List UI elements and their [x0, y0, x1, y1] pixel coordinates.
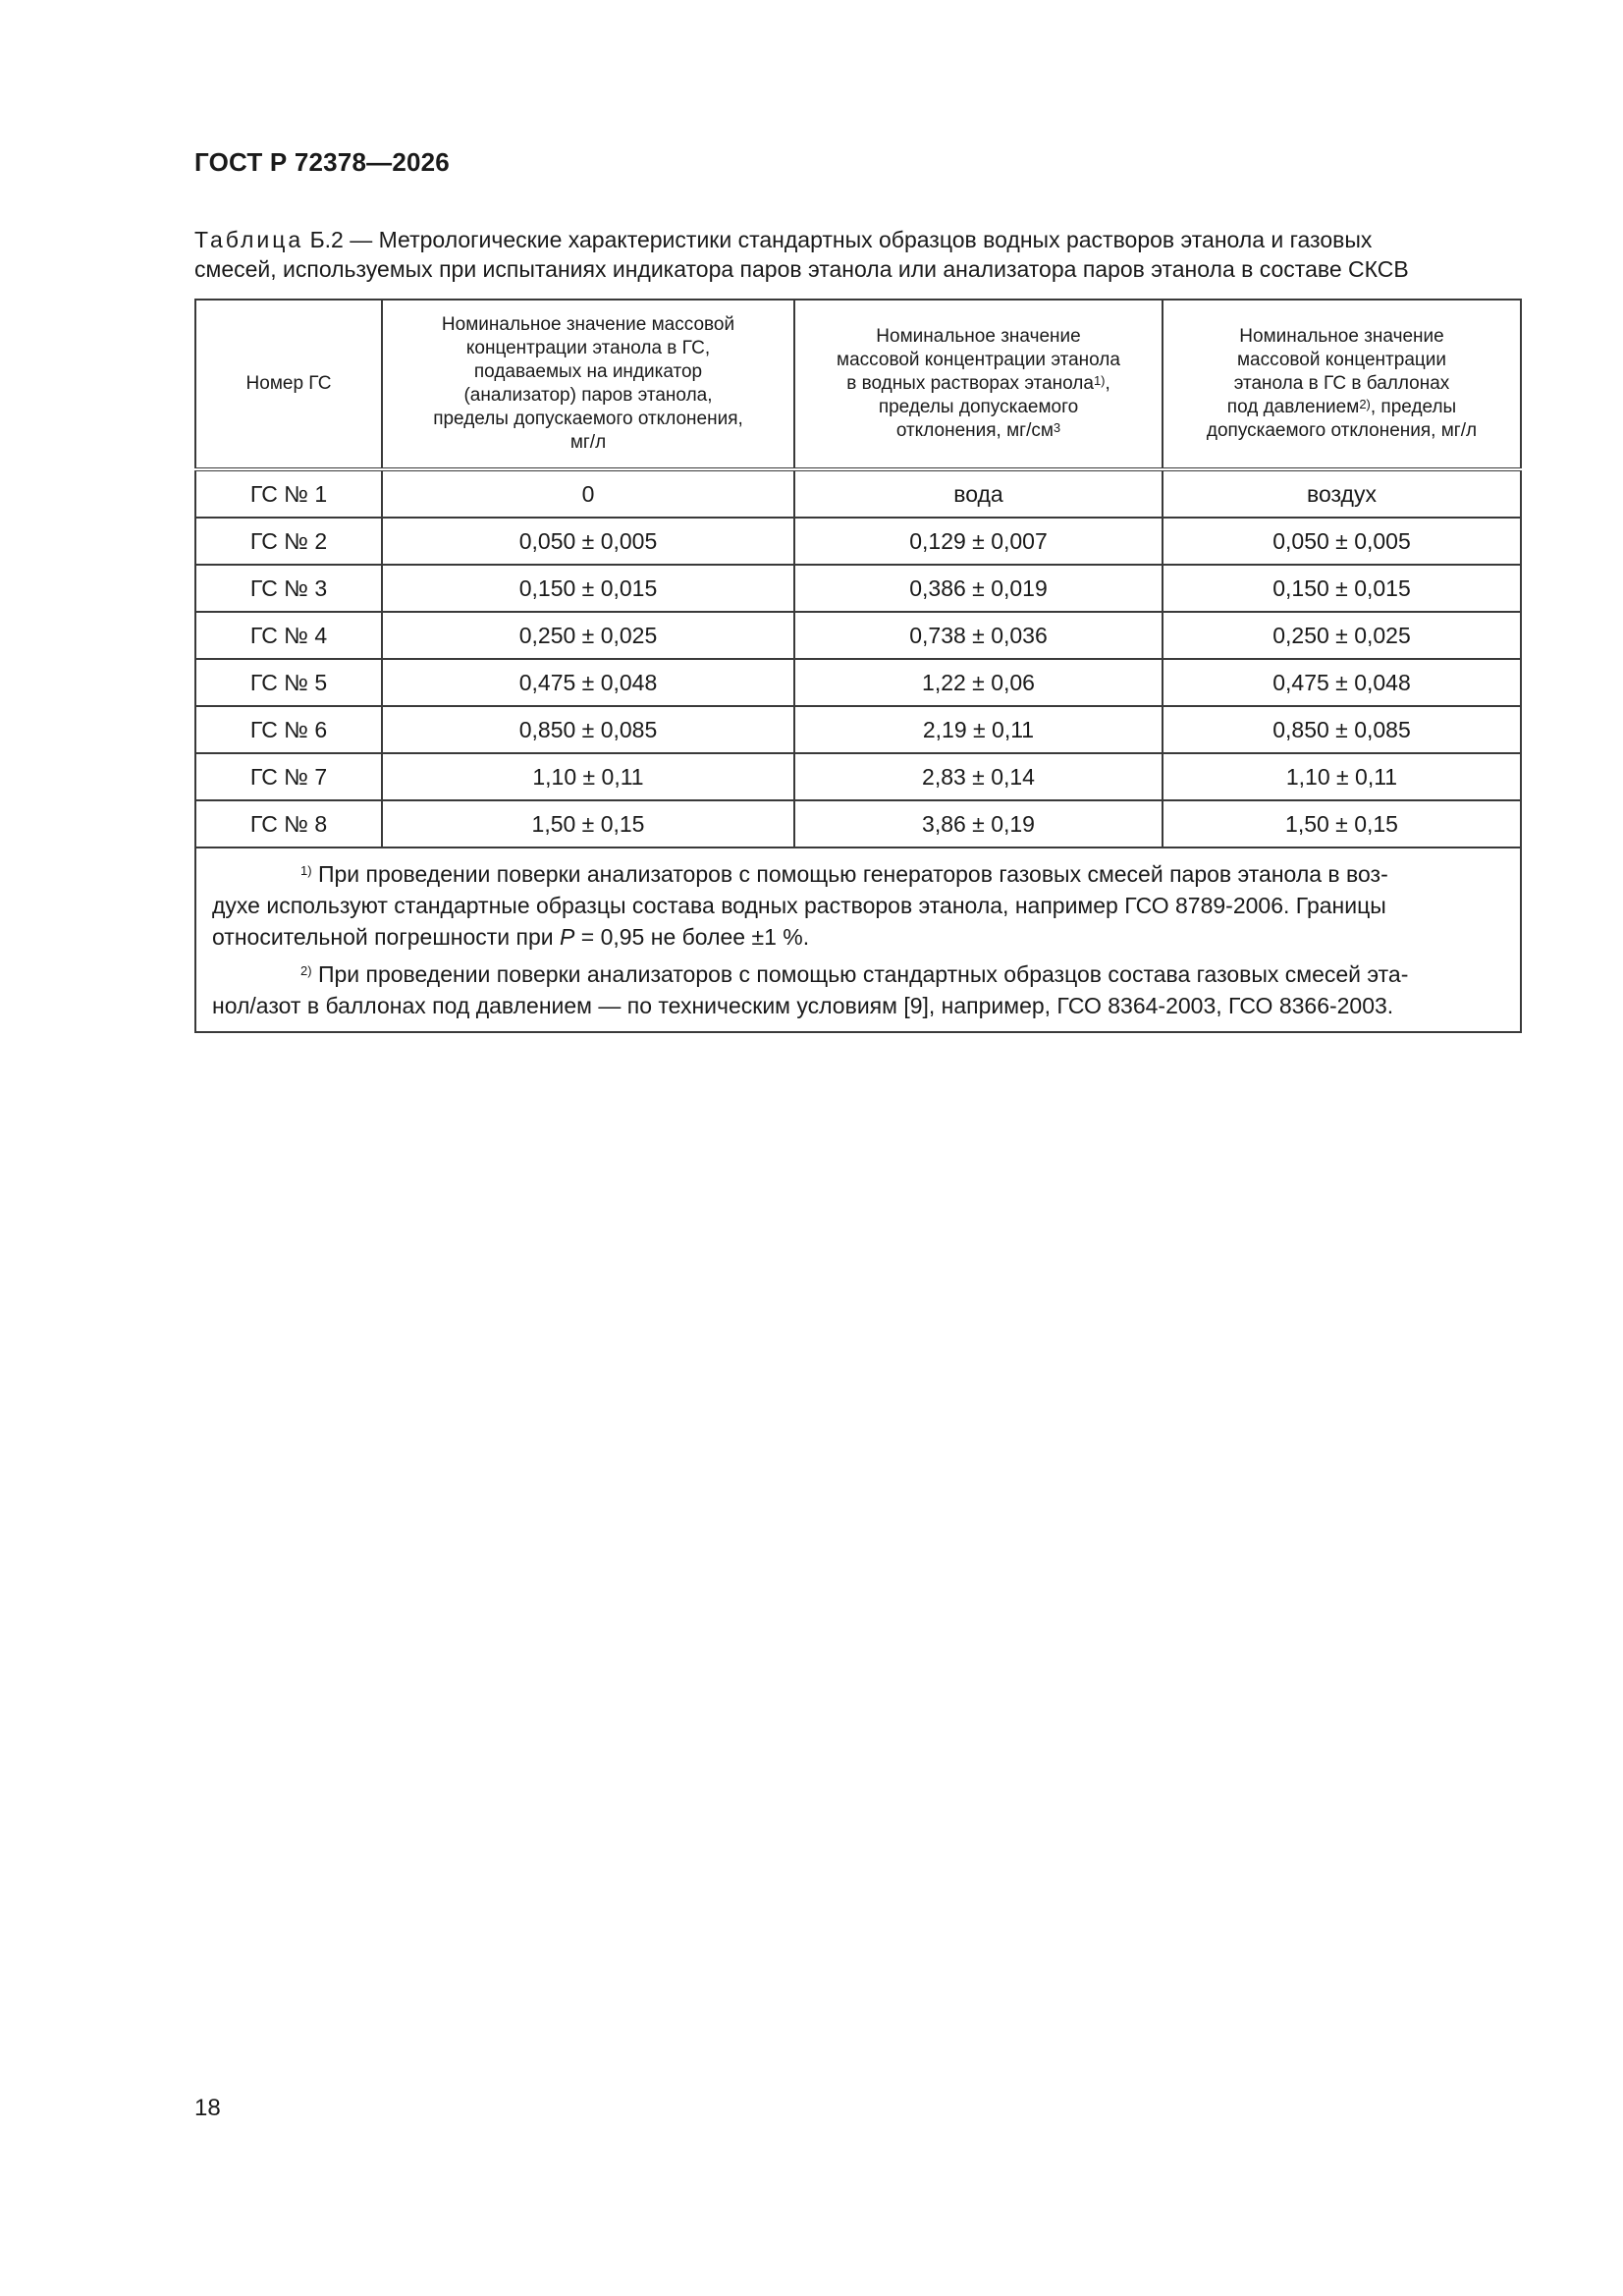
cell-gs-concentration: 1,10 ± 0,11: [382, 753, 794, 800]
cell-gs-concentration: 0,850 ± 0,085: [382, 706, 794, 753]
cell-water-concentration: 1,22 ± 0,06: [794, 659, 1163, 706]
footnote-2: [212, 958, 1504, 1021]
page-number: 18: [194, 2095, 221, 2121]
cell-cylinder-concentration: 0,250 ± 0,025: [1163, 612, 1521, 659]
table-footnotes: [195, 847, 1521, 1032]
table-row: [195, 612, 1521, 659]
cell-water-concentration: 0,386 ± 0,019: [794, 565, 1163, 612]
table-row: [195, 565, 1521, 612]
footnote-1: [212, 858, 1504, 953]
footnote-ref-1: 1): [1093, 373, 1106, 388]
caption-line-2: смесей, используемых при испытаниях индикатора паров этанола или анализатора паров этанола в составе СКСВ: [194, 256, 1409, 282]
footnote-2-line-2: нол/азот в баллонах под давлением — по техническим условиям [9], например, ГСО 8364-2003, ГСО 8366-2003.: [212, 993, 1394, 1018]
unit-exponent: 3: [1053, 420, 1061, 435]
footnote-1-line-3: относительной погрешности при P = 0,95 не более ±1 %.: [212, 924, 810, 950]
cell-gs-concentration: 0,250 ± 0,025: [382, 612, 794, 659]
cell-cylinder-concentration: 0,150 ± 0,015: [1163, 565, 1521, 612]
cell-gs-number: ГС № 6: [195, 706, 382, 753]
probability-symbol: P: [560, 924, 575, 950]
footnote-1-line-1: $^{1)}$ При проведении поверки анализаторов с помощью генераторов газовых смесей паров этанола в воз-: [300, 861, 1388, 887]
cell-gs-number: ГС № 8: [195, 800, 382, 847]
cell-gs-concentration: 0,475 ± 0,048: [382, 659, 794, 706]
footnote-1-line-2: духе используют стандартные образцы состава водных растворов этанола, например ГСО 8789-2006. Границы: [212, 893, 1386, 918]
table-notes-row: [195, 847, 1521, 1032]
cell-gs-number: ГС № 4: [195, 612, 382, 659]
cell-cylinder-concentration: 1,50 ± 0,15: [1163, 800, 1521, 847]
cell-gs-number: ГС № 3: [195, 565, 382, 612]
cell-gs-number: ГС № 1: [195, 469, 382, 518]
header-water-solution-concentration: Номинальное значение массовой концентрации этанола в водных растворах этанола$^{1)}$, пределы допускаемого отклонения, $мг/см^3$: [794, 300, 1163, 469]
footnote-2-line-1: $^{2)}$ При проведении поверки анализаторов с помощью стандартных образцов состава газовых смесей эта-: [300, 961, 1409, 987]
cell-cylinder-concentration: 0,475 ± 0,048: [1163, 659, 1521, 706]
cell-gs-concentration: 0: [382, 469, 794, 518]
cell-water-concentration: 2,19 ± 0,11: [794, 706, 1163, 753]
cell-gs-number: ГС № 7: [195, 753, 382, 800]
cell-water-concentration: вода: [794, 469, 1163, 518]
caption-label: Таблица: [194, 227, 304, 252]
footnote-marker-2: 2): [300, 963, 312, 978]
cell-gs-concentration: 1,50 ± 0,15: [382, 800, 794, 847]
footnote-marker-1: 1): [300, 863, 312, 878]
table-header-row: [195, 300, 1521, 469]
table-row: [195, 706, 1521, 753]
table-row: [195, 800, 1521, 847]
header-gs-number: Номер ГС: [195, 300, 382, 469]
table-caption: [194, 225, 1520, 284]
caption-line-1: [194, 225, 1520, 254]
table-row: [195, 518, 1521, 565]
cell-cylinder-concentration: 0,850 ± 0,085: [1163, 706, 1521, 753]
header-cylinder-concentration: Номинальное значение массовой концентрации этанола в ГС в баллонах под давлением$^{2)}$, пределы допускаемого отклонения, мг/л: [1163, 300, 1521, 469]
metrology-table: [194, 299, 1522, 1033]
document-code: ГОСТ Р 72378—2026: [194, 147, 450, 177]
table-row: [195, 469, 1521, 518]
cell-water-concentration: 0,129 ± 0,007: [794, 518, 1163, 565]
table-row: [195, 753, 1521, 800]
cell-cylinder-concentration: 0,050 ± 0,005: [1163, 518, 1521, 565]
cell-cylinder-concentration: 1,10 ± 0,11: [1163, 753, 1521, 800]
header-gs-concentration: Номинальное значение массовой концентрации этанола в ГС, подаваемых на индикатор (анализатор) паров этанола, пределы допускаемого отклонения, мг/л: [382, 300, 794, 469]
cell-gs-concentration: 0,050 ± 0,005: [382, 518, 794, 565]
caption-title-part1: Б.2 — Метрологические характеристики стандартных образцов водных растворов этанола и газовых: [303, 227, 1373, 252]
cell-gs-concentration: 0,150 ± 0,015: [382, 565, 794, 612]
cell-water-concentration: 3,86 ± 0,19: [794, 800, 1163, 847]
cell-cylinder-concentration: воздух: [1163, 469, 1521, 518]
cell-gs-number: ГС № 2: [195, 518, 382, 565]
cell-water-concentration: 2,83 ± 0,14: [794, 753, 1163, 800]
footnote-ref-2: 2): [1359, 397, 1371, 411]
table-row: [195, 659, 1521, 706]
cell-gs-number: ГС № 5: [195, 659, 382, 706]
cell-water-concentration: 0,738 ± 0,036: [794, 612, 1163, 659]
